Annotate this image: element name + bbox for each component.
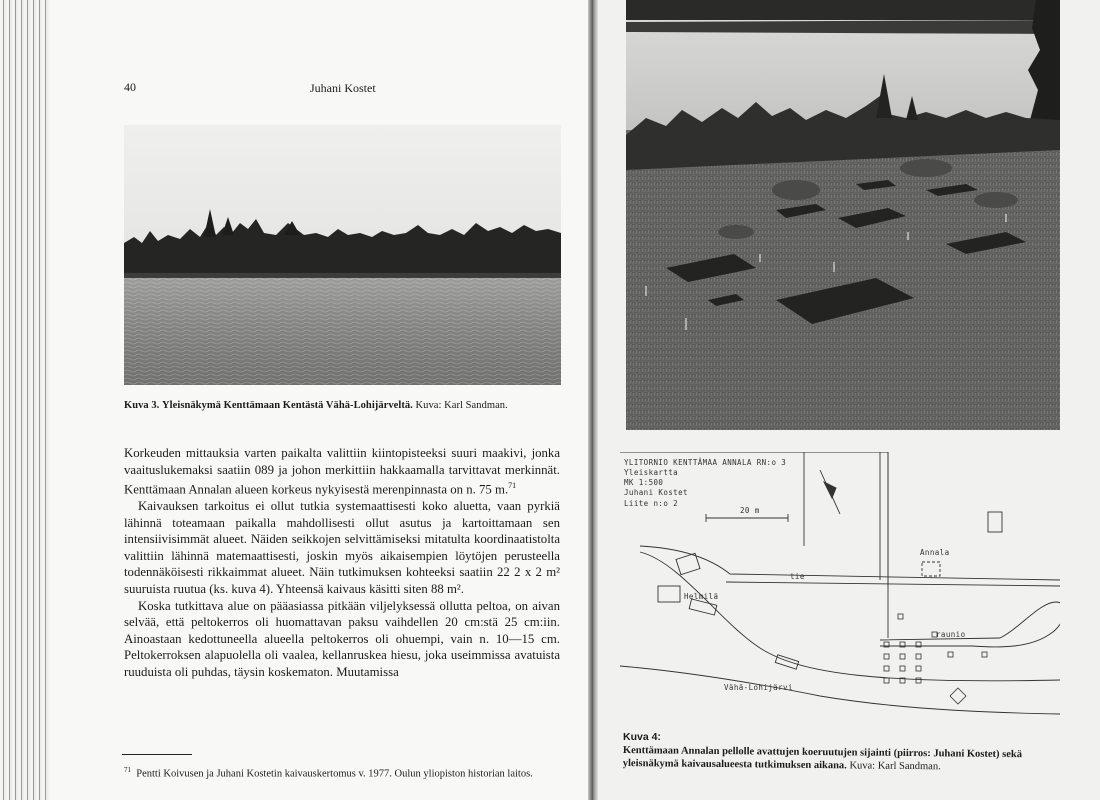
footnote-rule xyxy=(122,754,192,755)
lake-photo xyxy=(124,125,561,385)
figure-3-title: Yleisnäkymä Kenttämaan Kentästä Vähä-Lohijärveltä. xyxy=(162,400,413,411)
page-edges xyxy=(0,0,50,800)
figure-4-credit: Kuva: Karl Sandman. xyxy=(849,760,941,773)
map-scale-label: 20 m xyxy=(740,506,760,515)
map-label-helmila: Helmilä xyxy=(684,592,719,601)
site-map xyxy=(620,452,1060,724)
footnote-number: 71 xyxy=(124,766,131,774)
map-header-line-3: MK 1:500 xyxy=(624,478,664,487)
map-header-line-1: YLITORNIO KENTTÄMAA ANNALA RN:o 3 xyxy=(624,458,787,467)
footnote xyxy=(124,764,560,781)
map-header-line-2: Yleiskartta xyxy=(624,468,679,477)
paragraph-1-text: Korkeuden mittauksia varten paikalta valittiin kiintopisteeksi suuri maakivi, jonka vaaituslukemaksi saatiin 089 ja johon merkittiin hakkaamalla tarvittavat merkinnät. Kenttämaan Annalan alueen korkeus nykyisestä merenpinnasta on n. 75 m. xyxy=(124,446,560,497)
figure-4-caption xyxy=(623,744,1043,774)
paragraph-1 xyxy=(124,445,560,498)
map-label-annala: Annala xyxy=(920,548,950,557)
map-header-line-5: Liite n:o 2 xyxy=(624,499,679,508)
excavation-photo xyxy=(626,0,1060,430)
figure-3-caption xyxy=(124,400,508,411)
body-text xyxy=(124,445,560,681)
footnote-text: Pentti Koivusen ja Juhani Kostetin kaivauskertomus v. 1977. Oulun yliopiston historian laitos. xyxy=(136,768,533,780)
footnote-ref: 71 xyxy=(508,481,517,491)
figure-3-label: Kuva 3. xyxy=(124,400,160,411)
paragraph-2: Kaivauksen tarkoitus ei ollut tutkia systemaattisesti koko aluetta, vaan pyrkiä lähinnä toteamaan paikalla mahdollisesti ollut asutus ja kartoittamaan sen intensiivisimmät alueet. Näiden seikkojen selvittämiseksi mitatulta koordinaatistolta valittiin lähinnä matemaattisesti, joskin myös aikaisempien löytöjen perusteella todennäköisesti rikkaimmat alueet. Näin tutkimuksen kohteeksi saatiin 22 2 x 2 m² suuruista ruutua (ks. kuva 4). Yhteensä kaivaus käsitti siten 88 m². xyxy=(124,499,560,597)
page-number: 40 xyxy=(124,80,136,94)
figure-3-credit: Kuva: Karl Sandman. xyxy=(415,400,508,411)
book-gutter xyxy=(588,0,598,800)
figure-4-title: Kenttämaan Annalan pellolle avattujen koeruutujen sijainti (piirros: Juhani Kostet) sekä yleisnäkymä kaivausalueesta tutkimuksen aikana. xyxy=(622,744,1023,772)
map-label-lake: Vähä-Lohijärvi xyxy=(724,683,793,692)
paragraph-3: Koska tutkittava alue on pääasiassa pitkään viljelyksessä ollutta peltoa, on aivan selvää, että peltokerros oli huomattavan paksu vaihdellen 20 cm:stä 25 cm:iin. Ainoastaan kedottuneella alueella peltokerros oli ohuempi, vain n. 10—15 cm. Peltokerroksen alapuolella oli vaalea, kellanruskea hiesu, joka useimmissa avatuista ruuduista oli puhdas, täysin koskematon. Muutamissa xyxy=(124,598,560,679)
map-label-tie: tie xyxy=(790,572,805,581)
map-header-line-4: Juhani Kostet xyxy=(624,488,688,497)
figure-4-label: Kuva 4: xyxy=(623,731,661,743)
running-head: Juhani Kostet xyxy=(310,81,376,95)
map-label-raunio: raunio xyxy=(936,630,966,639)
